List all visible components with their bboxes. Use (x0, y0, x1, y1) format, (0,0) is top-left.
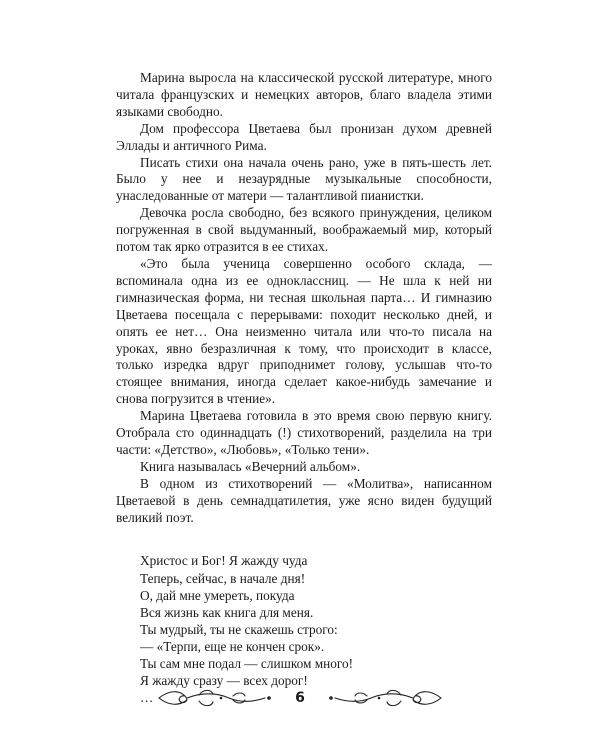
flourish-ornament-icon (155, 687, 273, 709)
paragraph: Девочка росла свободно, без всякого принуждения, целиком погруженная в свой выдуманный, воображаемый мир, который потом так ярко отразится в ее стихах. (116, 205, 492, 255)
poem-line: Ты сам мне подал — слишком много! (140, 656, 354, 672)
poem-line: Вся жизнь как книга для меня. (140, 604, 314, 620)
paragraph: Марина выросла на классической русской литературе, много читала французских и немецких авторов, благо владела этими языками свободно. (116, 70, 492, 119)
page-number: 6 (295, 690, 305, 706)
poem-line: Я жажду сразу — всех дорог! (140, 673, 308, 689)
paragraph: Дом профессора Цветаева был пронизан духом древней Эллады и античного Рима. (116, 120, 492, 153)
poem-line: — «Терпи, еще не кончен срок». (140, 638, 325, 654)
paragraph: В одном из стихотворений — «Молитва», написанном Цветаевой в день семнадцатилетия, уже ясно виден будущий великий поэт. (116, 475, 492, 525)
flourish-ornament-icon (327, 687, 445, 709)
poem-line: Христос и Бог! Я жажду чуда (140, 553, 308, 569)
paragraph: Марина Цветаева готовила в это время свою первую книгу. Отобрала сто одиннадцать (!) стихотворений, разделила на три части: «Детство», «Любовь», «Только тени». (116, 408, 492, 457)
poem-line: О, дай мне умереть, покуда (140, 587, 295, 603)
paragraph: «Это была ученица совершенно особого склада, — вспоминала одна из ее одноклассниц. — Не шла к ней ни гимназическая форма, ни тесная школьная парта… И гимназию Цветаева посещала с перерывами: походит несколько дней, и опять ее нет… Она неизменно читала или что-то писала на уроках, явно безразличная к тому, что происходит в классе, только изредка вдруг приподнимет голову, услышав что-то стоящее внимания, иногда сделает какое-нибудь замечание и снова погрузится в чтение». (116, 255, 492, 407)
body-text (116, 70, 492, 706)
poem-line: Ты мудрый, ты не скажешь строго: (140, 621, 338, 637)
paragraph: Писать стихи она начала очень рано, уже в пять-шесть лет. Было у нее и незаурядные музыкальные способности, унаследованные от матери — талантливой пианистки. (116, 154, 492, 204)
poem (116, 552, 492, 706)
page-footer (0, 686, 600, 710)
paragraph: Книга называлась «Вечерний альбом». (140, 458, 361, 474)
poem-line: … (140, 690, 154, 706)
poem-line: Теперь, сейчас, в начале дня! (140, 570, 306, 586)
